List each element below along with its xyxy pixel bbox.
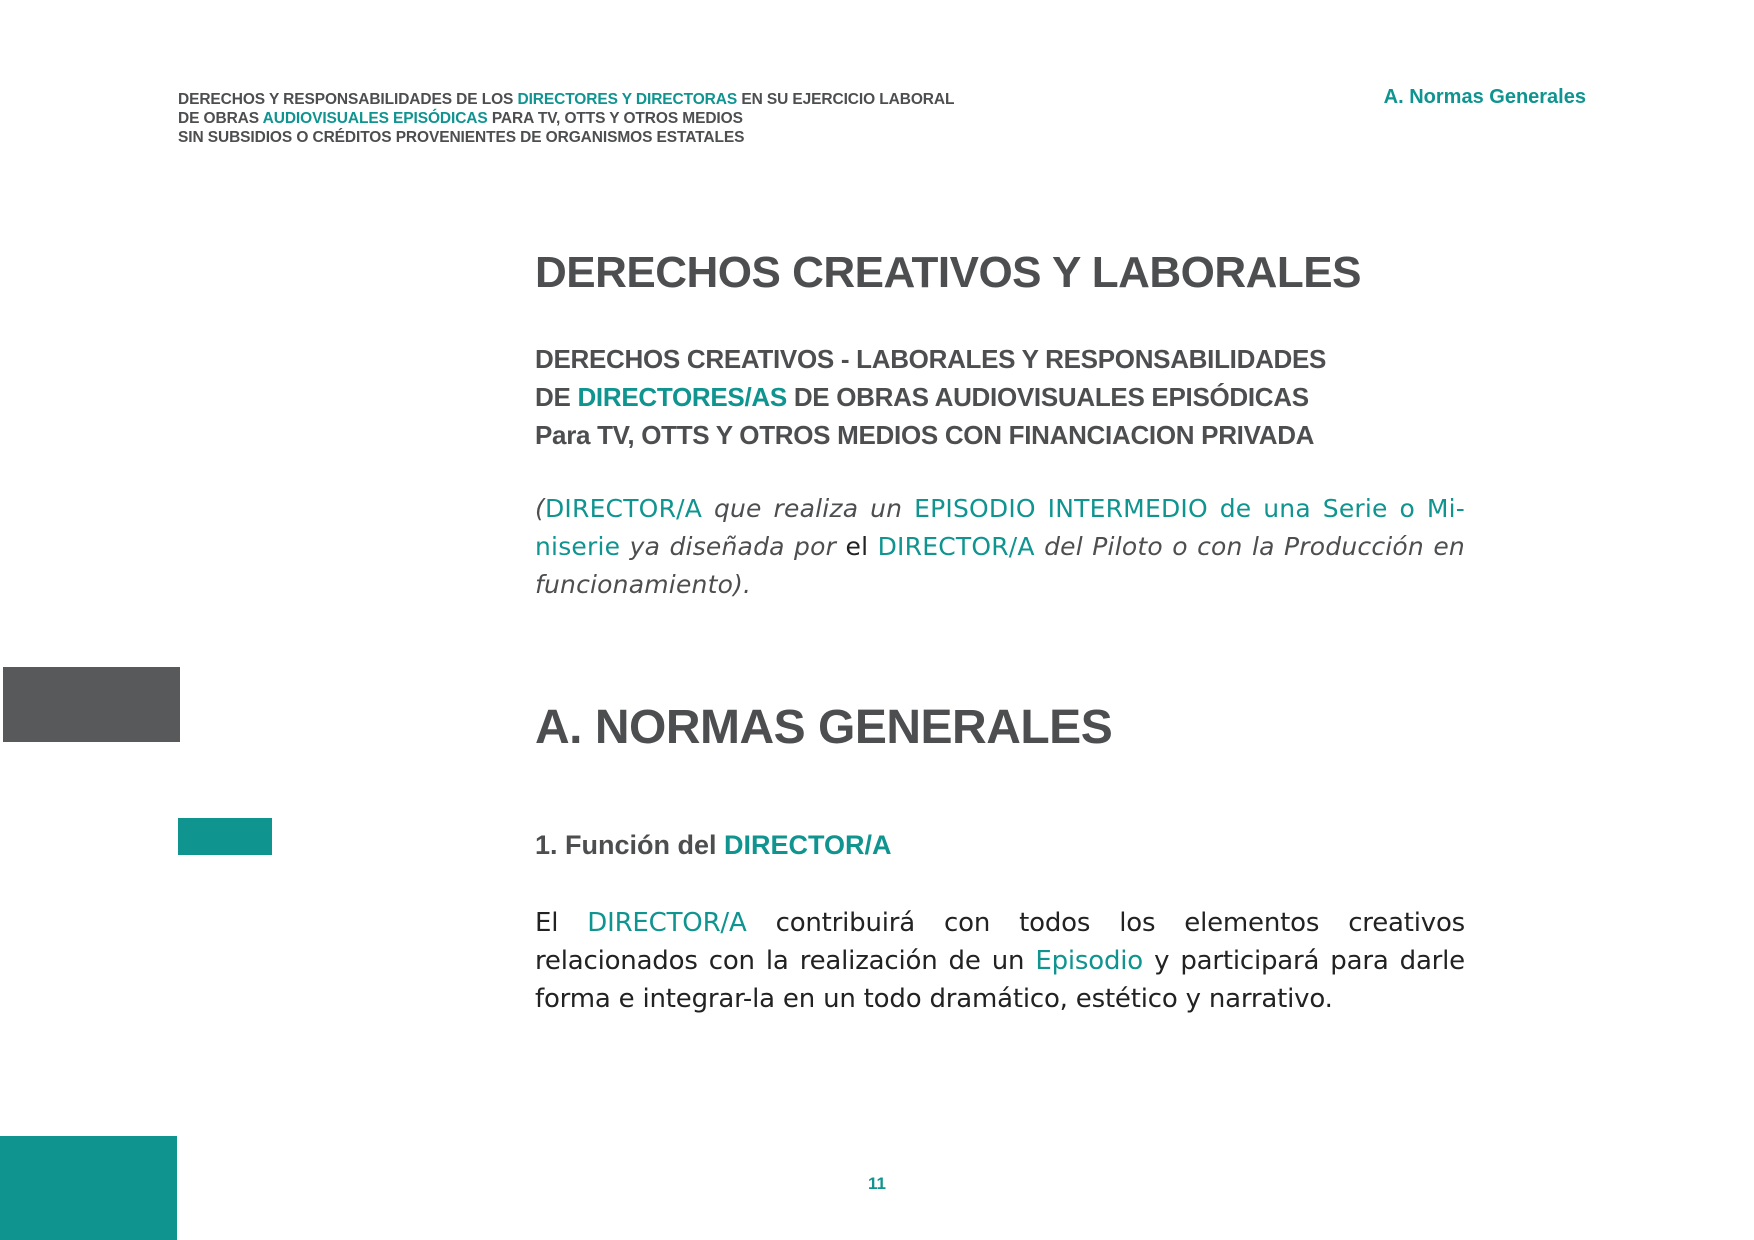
decorative-grey-bar bbox=[3, 667, 180, 742]
subtitle-line-2: DE DIRECTORES/AS DE OBRAS AUDIOVISUALES EPISÓDICAS bbox=[535, 382, 1309, 412]
subtitle bbox=[535, 340, 1465, 454]
decorative-teal-tab bbox=[178, 818, 272, 855]
item-title: 1. Función del DIRECTOR/A bbox=[535, 830, 892, 860]
running-header bbox=[178, 90, 954, 147]
section-title: A. NORMAS GENERALES bbox=[535, 701, 1113, 754]
running-header-line-1: DERECHOS Y RESPONSABILIDADES DE LOS DIRECTORES Y DIRECTORAS EN SU EJERCICIO LABORAL bbox=[178, 91, 955, 108]
running-header-line-2: DE OBRAS AUDIOVISUALES EPISÓDICAS PARA TV, OTTS Y OTROS MEDIOS bbox=[178, 110, 743, 127]
running-header-line-3: SIN SUBSIDIOS O CRÉDITOS PROVENIENTES DE ORGANISMOS ESTATALES bbox=[178, 129, 745, 146]
subtitle-line-1: DERECHOS CREATIVOS - LABORALES Y RESPONSABILIDADES bbox=[535, 344, 1327, 374]
subtitle-line-3: Para TV, OTTS Y OTROS MEDIOS CON FINANCIACION PRIVADA bbox=[535, 420, 1315, 450]
page-number: 11 bbox=[868, 1174, 886, 1193]
body-paragraph: El DIRECTOR/A contribuirá con todos los elementos creativos relacionados con la realización de un Episodio y participará para darle forma e integrar-la en un todo dramático, estético y narrativo. bbox=[535, 908, 1465, 1014]
main-title: DERECHOS CREATIVOS Y LABORALES bbox=[535, 248, 1362, 297]
scope-note: (DIRECTOR/A que realiza un EPISODIO INTERMEDIO de una Serie o Mi-niserie ya diseñada por el DIRECTOR/A del Piloto o con la Producción en funcionamiento). bbox=[535, 494, 1465, 599]
section-label: A. Normas Generales bbox=[1383, 86, 1586, 108]
